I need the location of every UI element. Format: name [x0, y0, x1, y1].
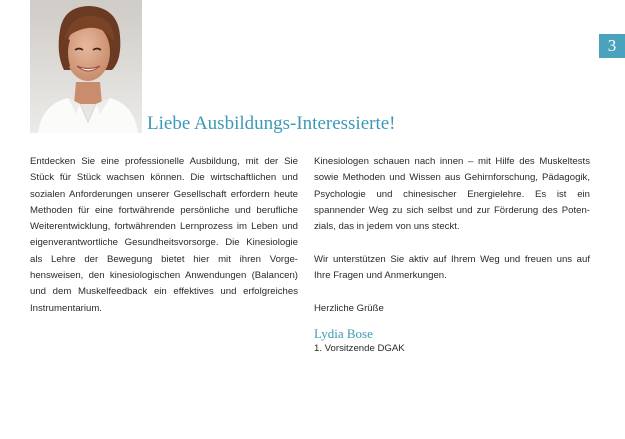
- signature-name: Lydia Bose: [314, 325, 373, 341]
- intro-paragraph: Entdecken Sie eine professionelle Ausbildung, mit der Sie Stück für Stück wachsen können. Die wirtschaftlichen und sozialen Anforderungen unserer Gesellschaft erfordern heute Methoden für eine fortwährende persönliche und berufliche Weiterentwicklung, fortwährenden Lernprozess im Leben und eigenverantwortliche Gesundheitsvorsorge. Die Kinesiologie als Lehre der Bewegung bietet hier mit ihren Vorgehensweisen, den kinesiologischen Anwendungen (Balancen) und dem Muskelfeedback ein effektives und erfolgreiches Instrumentarium.: [30, 156, 298, 314]
- page-number: 3: [607, 36, 617, 55]
- right-text-column: [314, 154, 590, 355]
- support-paragraph: Wir unterstützen Sie aktiv auf Ihrem Weg und freuen uns auf Ihre Fragen und Anmerkungen.: [314, 253, 590, 282]
- kinesiology-paragraph: Kinesiologen schauen nach innen – mit Hilfe des Muskeltests sowie Methoden und Wissen aus Gehirnforschung, Pädagogik, Psychologie und chinesischer Energielehre. Es ist ein spannender Weg zu sich selbst und zur Förderung des Potenzials, das in jedem von uns steckt.: [314, 156, 590, 233]
- page-heading: Liebe Ausbildungs-Interessierte!: [147, 113, 396, 134]
- signature-role: 1. Vorsitzende DGAK: [314, 342, 405, 354]
- author-portrait-photo: [30, 0, 142, 133]
- closing-greeting: Herzliche Grüße: [314, 302, 384, 314]
- left-text-column: [30, 154, 298, 317]
- portrait-illustration: [30, 0, 142, 133]
- page-number-tab: [599, 34, 625, 58]
